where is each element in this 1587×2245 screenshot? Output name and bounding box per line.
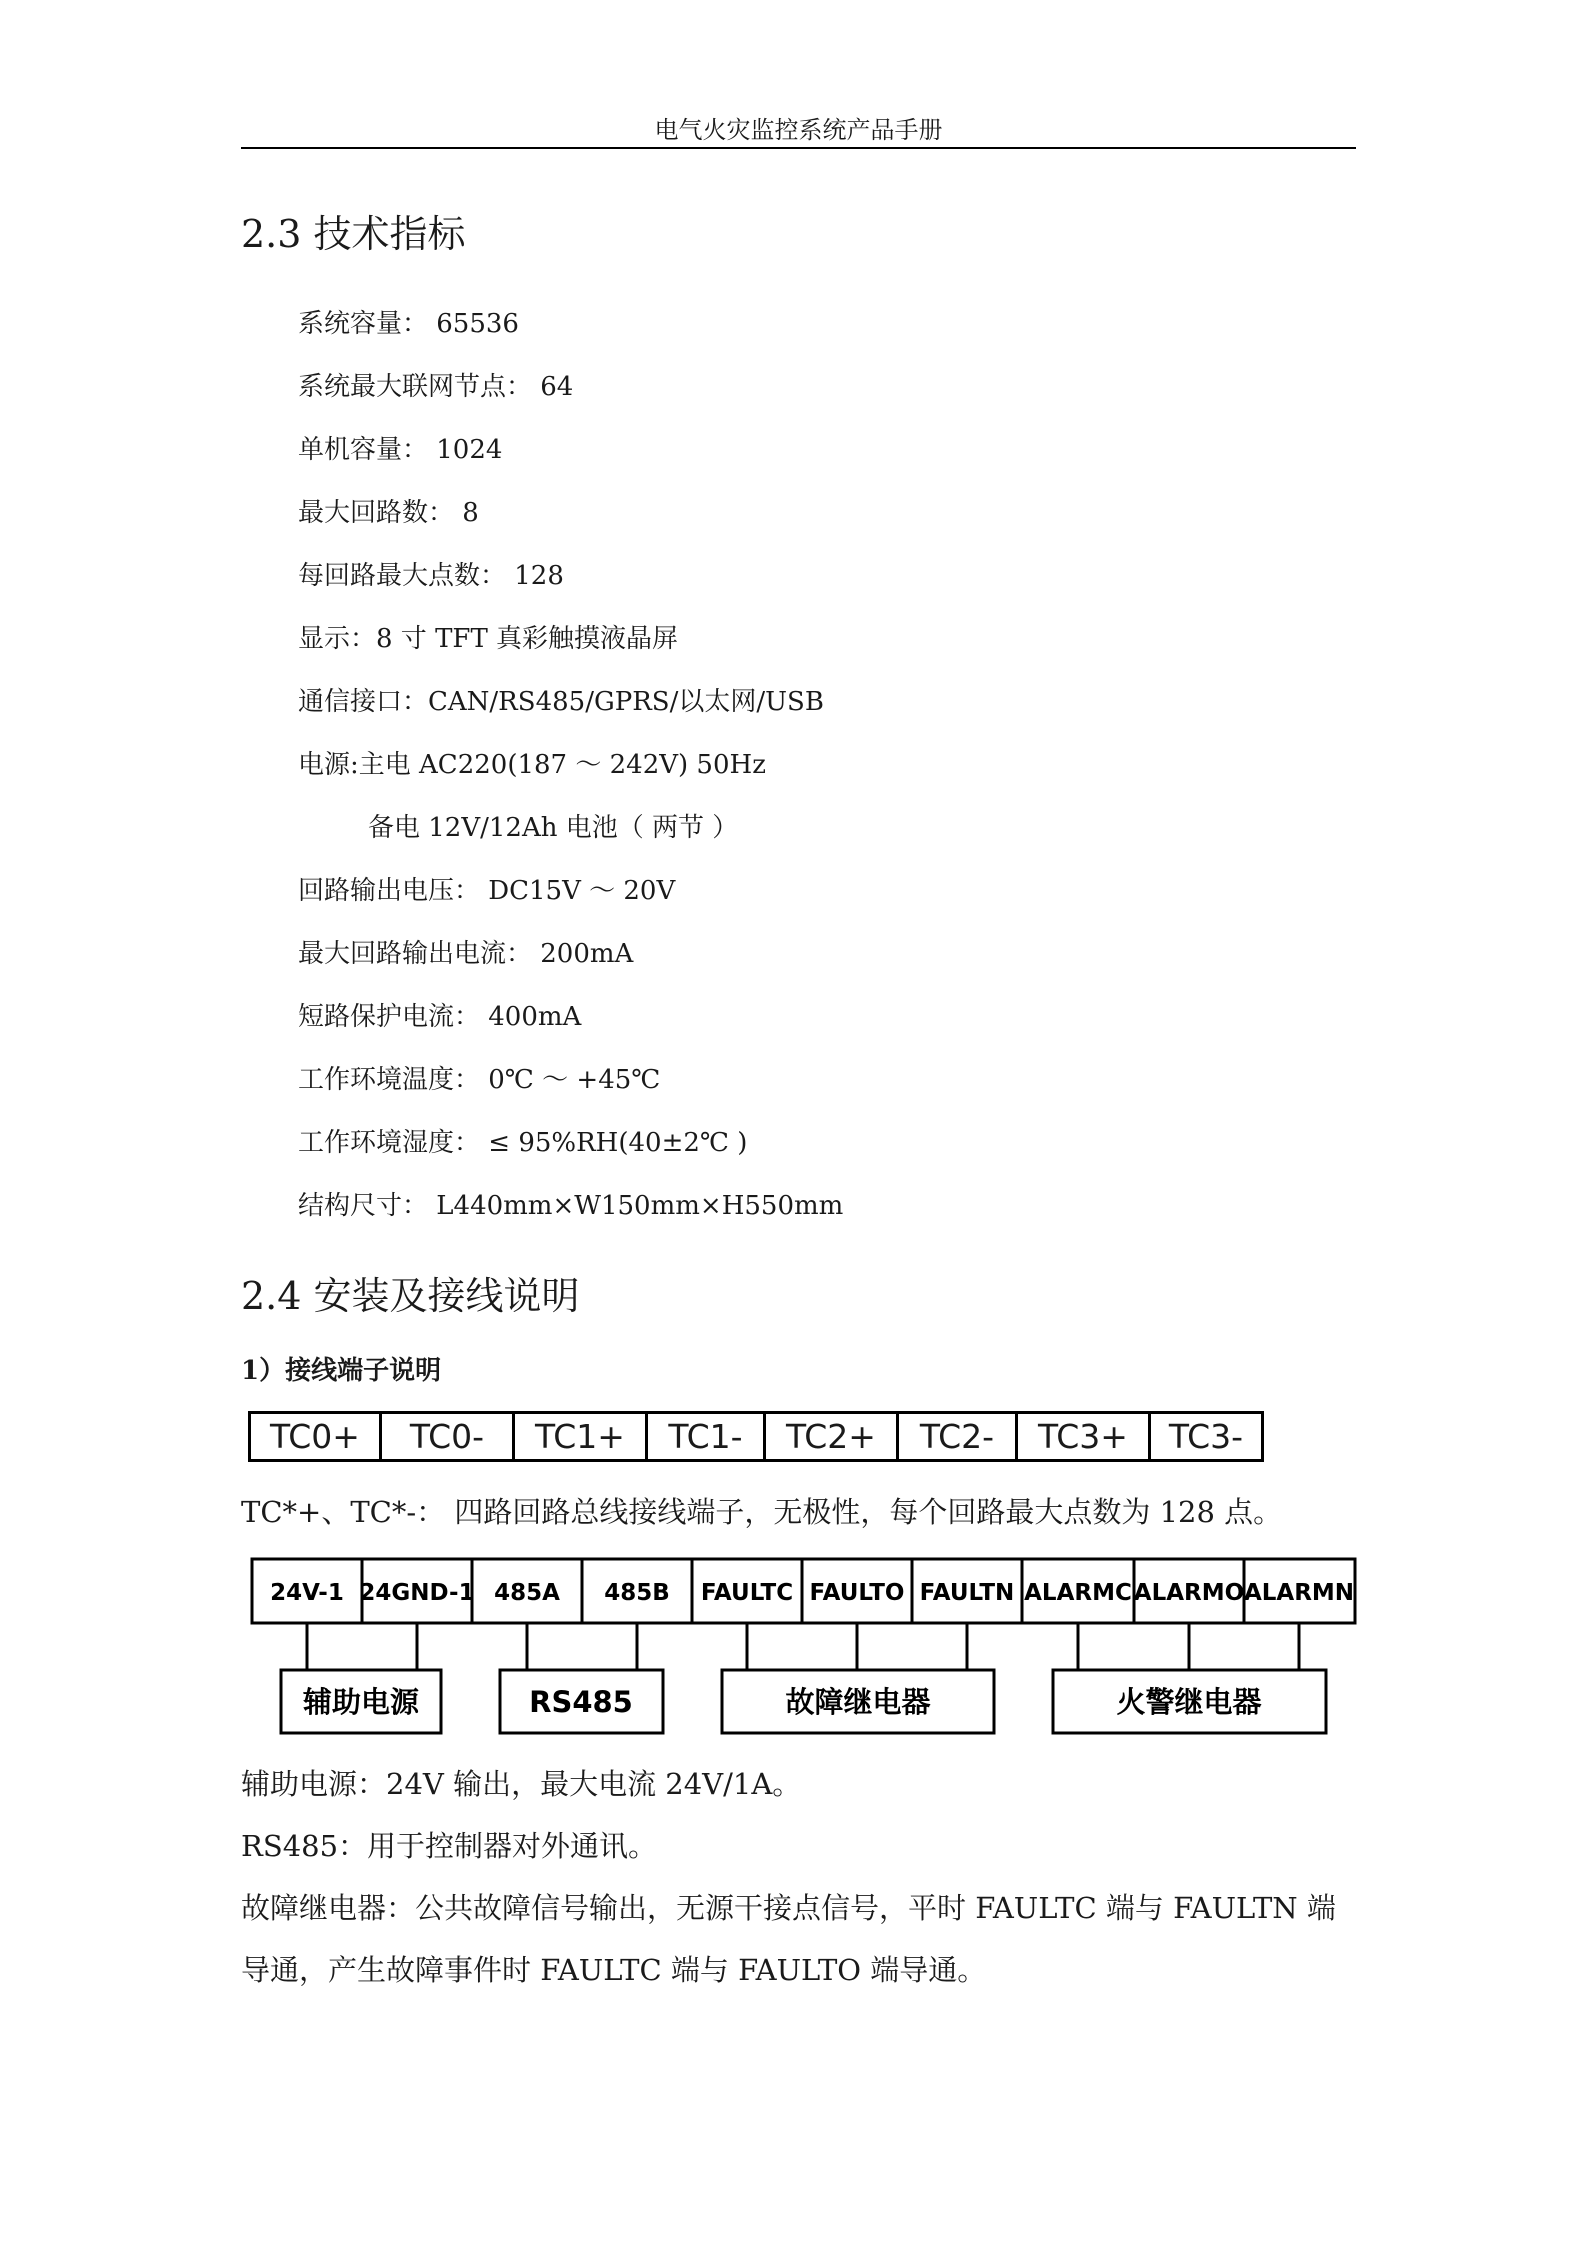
terminal-tc3-plus: TC3+ xyxy=(1018,1414,1151,1459)
terminal-alarmc: ALARMC xyxy=(1024,1580,1132,1606)
spec-item-temperature: 工作环境温度： 0℃ ～ +45℃ xyxy=(298,1065,661,1095)
terminal-tc3-minus: TC3- xyxy=(1168,1417,1244,1456)
terminal-485b: 485B xyxy=(604,1580,670,1606)
terminal-tc2-plus: TC2+ xyxy=(766,1414,899,1459)
terminal-subtitle: 1）接线端子说明 xyxy=(241,1356,442,1386)
terminal-tc2-minus: TC2- xyxy=(899,1414,1018,1459)
spec-item-loop-current: 最大回路输出电流： 200mA xyxy=(298,939,634,969)
spec-item-display: 显示：8 寸 TFT 真彩触摸液晶屏 xyxy=(298,624,679,654)
spec-item-humidity: 工作环境湿度： ≤ 95%RH(40±2℃ ) xyxy=(298,1128,748,1158)
spec-item-max-loops: 最大回路数： 8 xyxy=(298,498,479,528)
terminal-tc0-plus: TC0+ xyxy=(251,1414,382,1459)
group-label-rs485: RS485 xyxy=(529,1685,633,1719)
terminal-faulto: FAULTO xyxy=(809,1580,905,1606)
spec-item-short-circuit: 短路保护电流： 400mA xyxy=(298,1002,582,1032)
desc-rs485: RS485：用于控制器对外通讯。 xyxy=(241,1829,658,1863)
terminal-faultc: FAULTC xyxy=(700,1580,794,1606)
spec-item-points-per-loop: 每回路最大点数： 128 xyxy=(298,561,564,591)
section-title-2-3: 2.3 技术指标 xyxy=(241,212,466,256)
spec-item-loop-voltage: 回路输出电压： DC15V ～ 20V xyxy=(298,876,676,906)
terminal-485a: 485A xyxy=(494,1580,560,1606)
terminal-faultn: FAULTN xyxy=(919,1580,1015,1606)
spec-item-main-power: 电源:主电 AC220(187 ～ 242V) 50Hz xyxy=(298,750,766,780)
spec-item-network-nodes: 系统最大联网节点： 64 xyxy=(298,372,574,402)
desc-fault-relay-line-1: 故障继电器：公共故障信号输出，无源干接点信号，平时 FAULTC 端与 FAULTN 端 xyxy=(241,1891,1336,1925)
page-header: 电气火灾监控系统产品手册 xyxy=(654,116,943,144)
spec-item-backup-power: 备电 12V/12Ah 电池（ 两节 ） xyxy=(368,813,739,843)
terminal-alarmn: ALARMN xyxy=(1243,1580,1355,1606)
group-label-fault-relay: 故障继电器 xyxy=(785,1685,931,1719)
terminal-alarmo: ALARMO xyxy=(1133,1580,1245,1606)
terminal-tc1-plus: TC1+ xyxy=(515,1414,648,1459)
loop-terminal-note: TC*+、TC*-： 四路回路总线接线端子，无极性，每个回路最大点数为 128 点。 xyxy=(241,1495,1283,1529)
terminal-24gnd-1: 24GND-1 xyxy=(359,1580,475,1606)
spec-item-capacity: 系统容量： 65536 xyxy=(298,309,519,339)
terminal-tc1-minus: TC1- xyxy=(648,1414,766,1459)
section-title-2-4: 2.4 安装及接线说明 xyxy=(241,1274,580,1318)
group-label-aux-power: 辅助电源 xyxy=(302,1685,420,1719)
spec-item-interface: 通信接口：CAN/RS485/GPRS/以太网/USB xyxy=(298,687,824,717)
desc-fault-relay-line-2: 导通，产生故障事件时 FAULTC 端与 FAULTO 端导通。 xyxy=(241,1953,987,1987)
group-label-fire-relay: 火警继电器 xyxy=(1116,1685,1262,1719)
terminal-24v-1: 24V-1 xyxy=(270,1580,344,1606)
spec-item-dimensions: 结构尺寸： L440mm×W150mm×H550mm xyxy=(298,1191,844,1221)
spec-item-unit-capacity: 单机容量： 1024 xyxy=(298,435,503,465)
terminal-tc0-minus: TC0- xyxy=(382,1414,515,1459)
desc-aux-power: 辅助电源：24V 输出，最大电流 24V/1A。 xyxy=(241,1767,802,1801)
